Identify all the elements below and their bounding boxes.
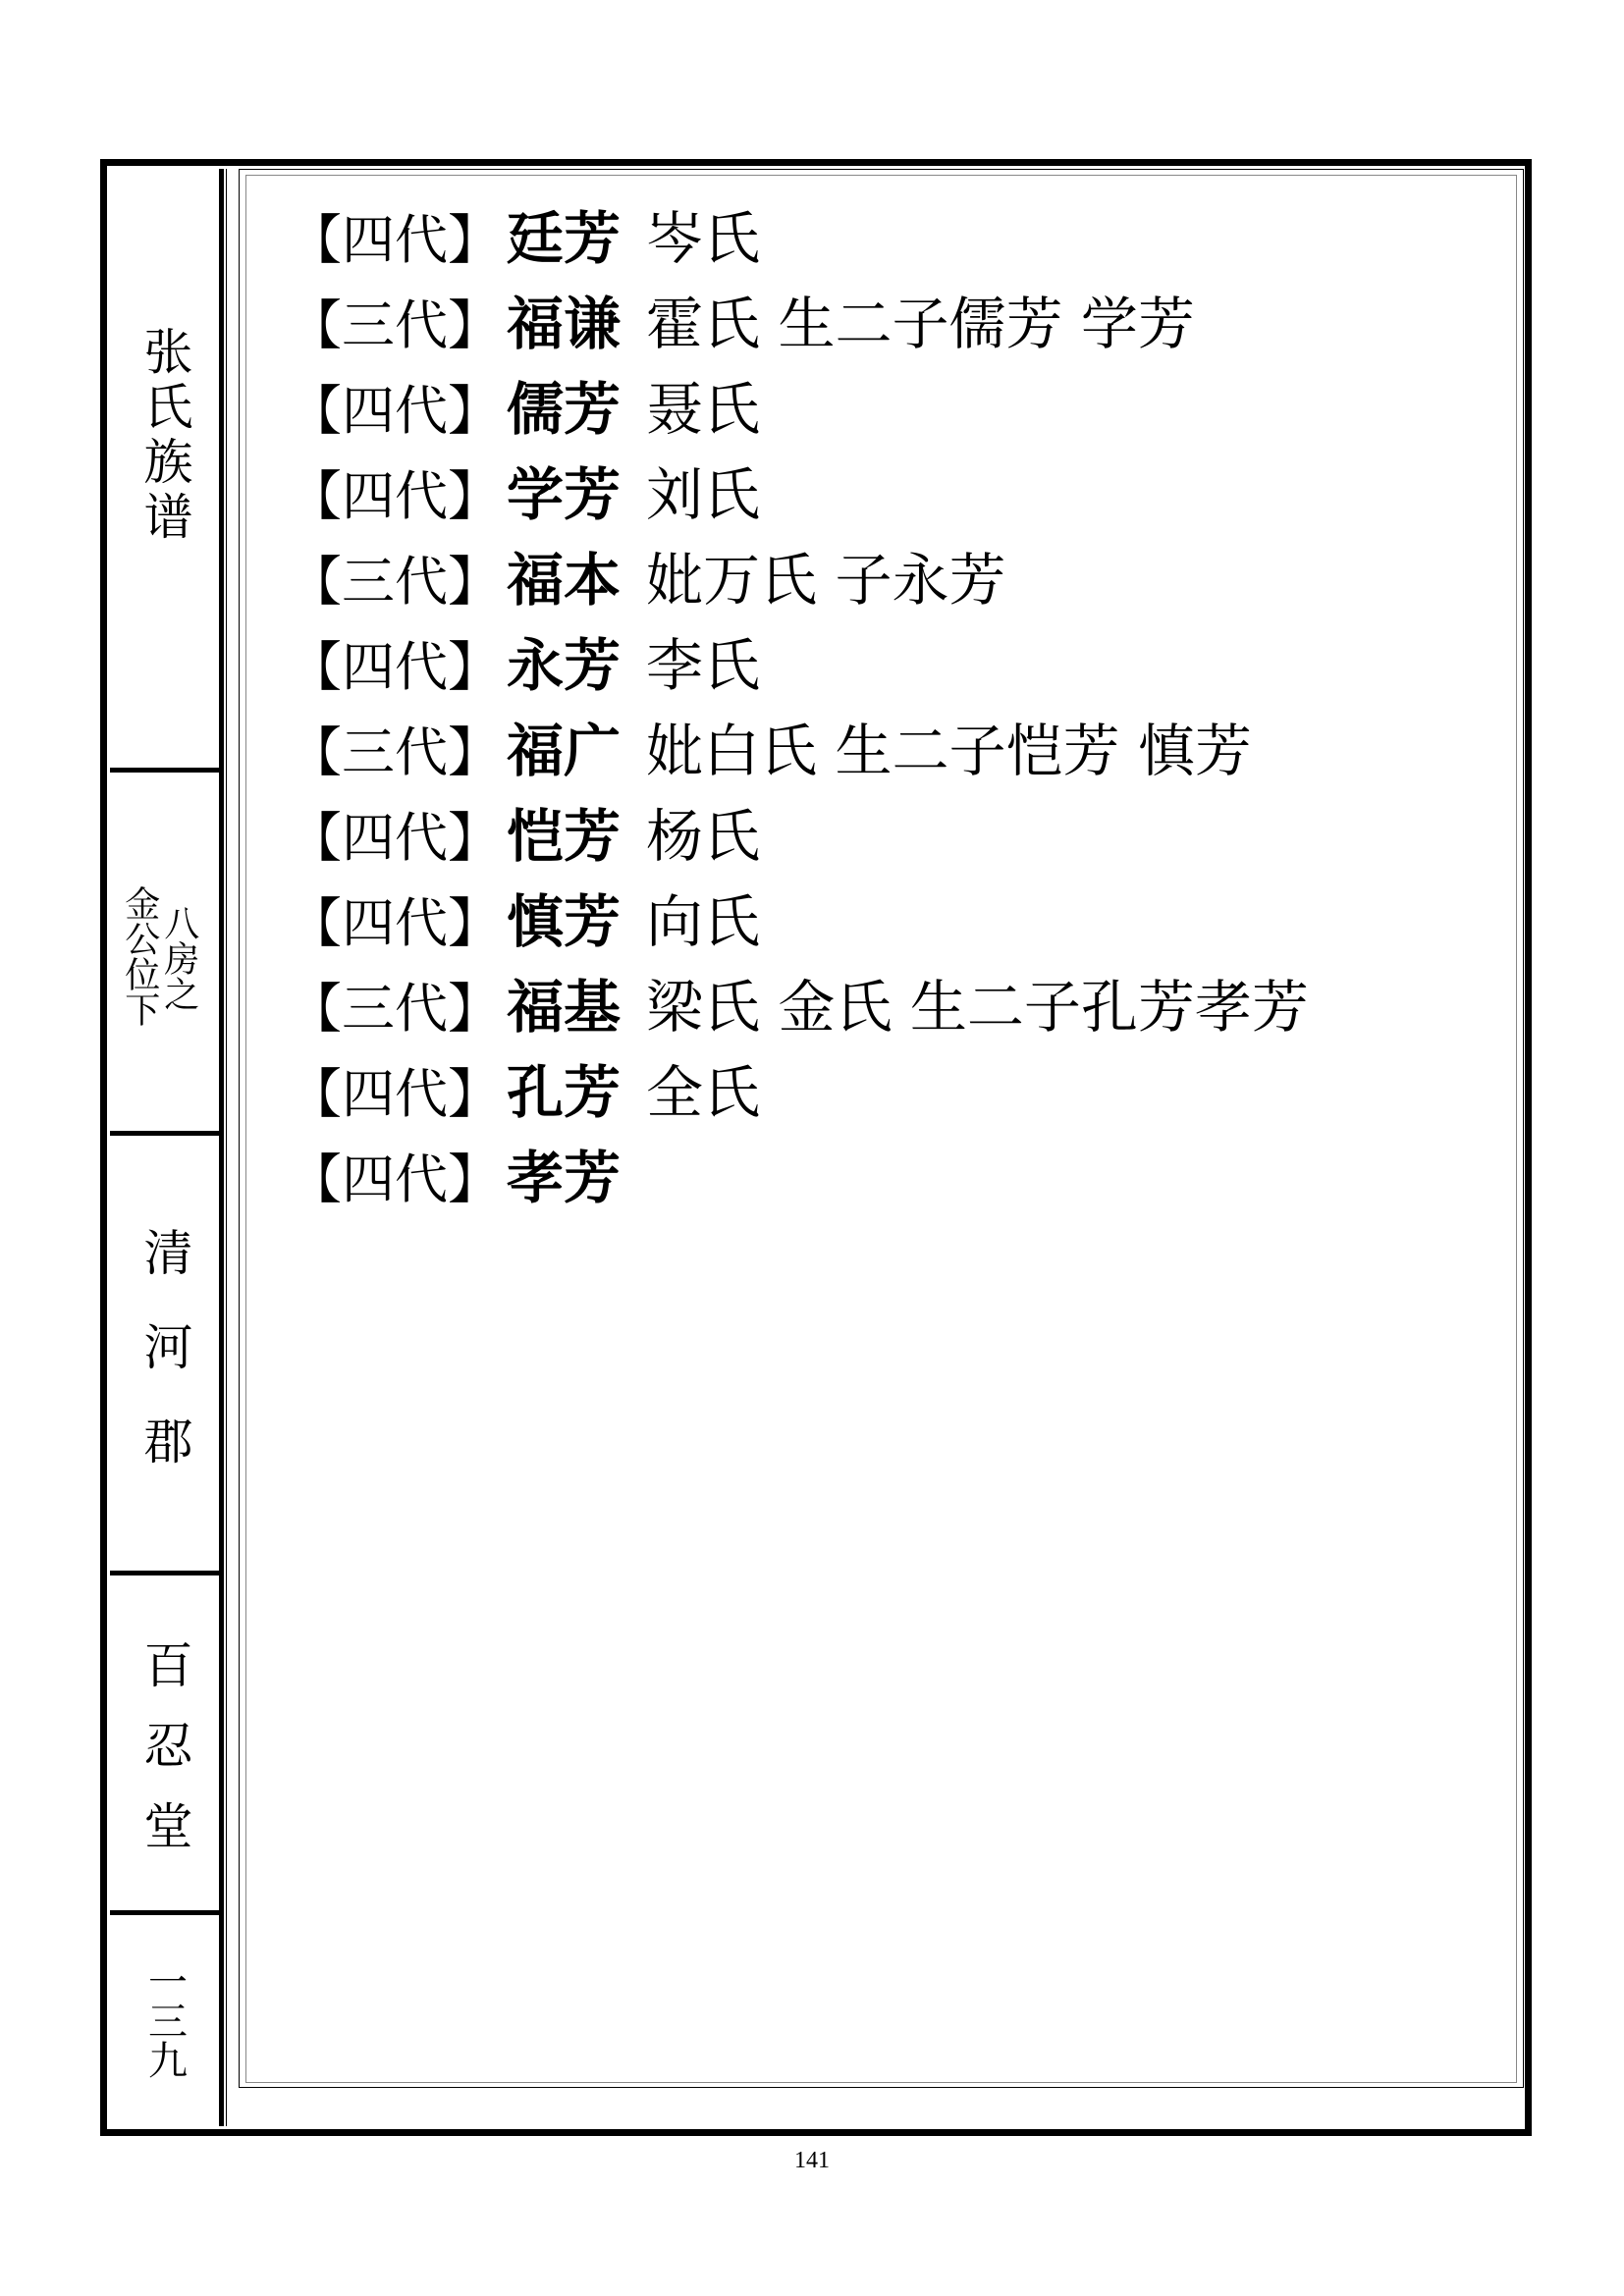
sidebar-cell-branch (110, 775, 219, 1129)
person-name: 永芳 (507, 632, 622, 699)
entry-row (289, 546, 1487, 631)
entry-row (289, 717, 1487, 802)
person-name: 恺芳 (507, 803, 622, 870)
folio-number: 一三九 (141, 1961, 188, 2079)
entry-row (289, 973, 1487, 1058)
person-name: 廷芳 (507, 205, 622, 272)
entry-row (289, 290, 1487, 375)
sidebar-cell-title (110, 169, 219, 768)
generation-label: 【三代】 (289, 978, 501, 1040)
page-number: 141 (794, 2148, 830, 2173)
person-info: 梁氏 金氏 生二子孔芳孝芳 (646, 974, 1309, 1041)
person-name: 学芳 (507, 461, 622, 528)
person-info: 全氏 (646, 1059, 761, 1126)
generation-label: 【四代】 (289, 892, 501, 954)
generation-label: 【四代】 (289, 380, 501, 442)
person-info: 刘氏 (646, 461, 761, 528)
generation-label: 【四代】 (289, 1148, 501, 1210)
entry-row (289, 375, 1487, 460)
person-info: 妣万氏 子永芳 (646, 547, 1006, 614)
sidebar-divider (110, 1571, 219, 1575)
sidebar-rule (226, 169, 227, 2126)
person-name: 孔芳 (507, 1059, 622, 1126)
genealogy-entries (289, 204, 1487, 1229)
generation-label: 【四代】 (289, 1063, 501, 1125)
branch-line1: 八房之 (158, 905, 199, 1011)
entry-row (289, 1144, 1487, 1229)
person-name: 福谦 (507, 291, 622, 357)
sidebar-divider (110, 1131, 219, 1136)
hall-name: 百忍堂 (135, 1639, 193, 1881)
sidebar-cell-hall (110, 1578, 219, 1910)
entry-row (289, 631, 1487, 717)
branch-line2: 金公位下 (119, 885, 160, 1027)
person-info: 岑氏 (646, 205, 761, 272)
book-title: 张氏族谱 (135, 326, 193, 546)
generation-label: 【四代】 (289, 465, 501, 527)
person-name: 慎芳 (507, 888, 622, 955)
entry-row (289, 460, 1487, 546)
generation-label: 【四代】 (289, 636, 501, 698)
entry-row (289, 802, 1487, 887)
person-name: 福基 (507, 974, 622, 1041)
person-info: 杨氏 (646, 803, 761, 870)
sidebar-divider (110, 768, 219, 773)
generation-label: 【四代】 (289, 807, 501, 869)
person-info: 霍氏 生二子儒芳 学芳 (646, 291, 1195, 357)
generation-label: 【三代】 (289, 294, 501, 356)
entry-row (289, 887, 1487, 973)
person-name: 孝芳 (507, 1145, 622, 1211)
generation-label: 【三代】 (289, 551, 501, 613)
generation-label: 【四代】 (289, 209, 501, 271)
person-name: 福本 (507, 547, 622, 614)
sidebar (110, 169, 224, 2126)
person-info: 向氏 (646, 888, 761, 955)
person-name: 儒芳 (507, 376, 622, 443)
person-info: 李氏 (646, 632, 761, 699)
person-name: 福广 (507, 718, 622, 784)
sidebar-cell-folio (110, 1918, 219, 2124)
sidebar-cell-commandery (110, 1139, 219, 1571)
commandery-name: 清河郡 (135, 1227, 193, 1510)
person-info: 聂氏 (646, 376, 761, 443)
person-info: 妣白氏 生二子恺芳 慎芳 (646, 718, 1252, 784)
sidebar-divider (110, 1910, 219, 1915)
entry-row (289, 1058, 1487, 1144)
entry-row (289, 204, 1487, 290)
generation-label: 【三代】 (289, 721, 501, 783)
